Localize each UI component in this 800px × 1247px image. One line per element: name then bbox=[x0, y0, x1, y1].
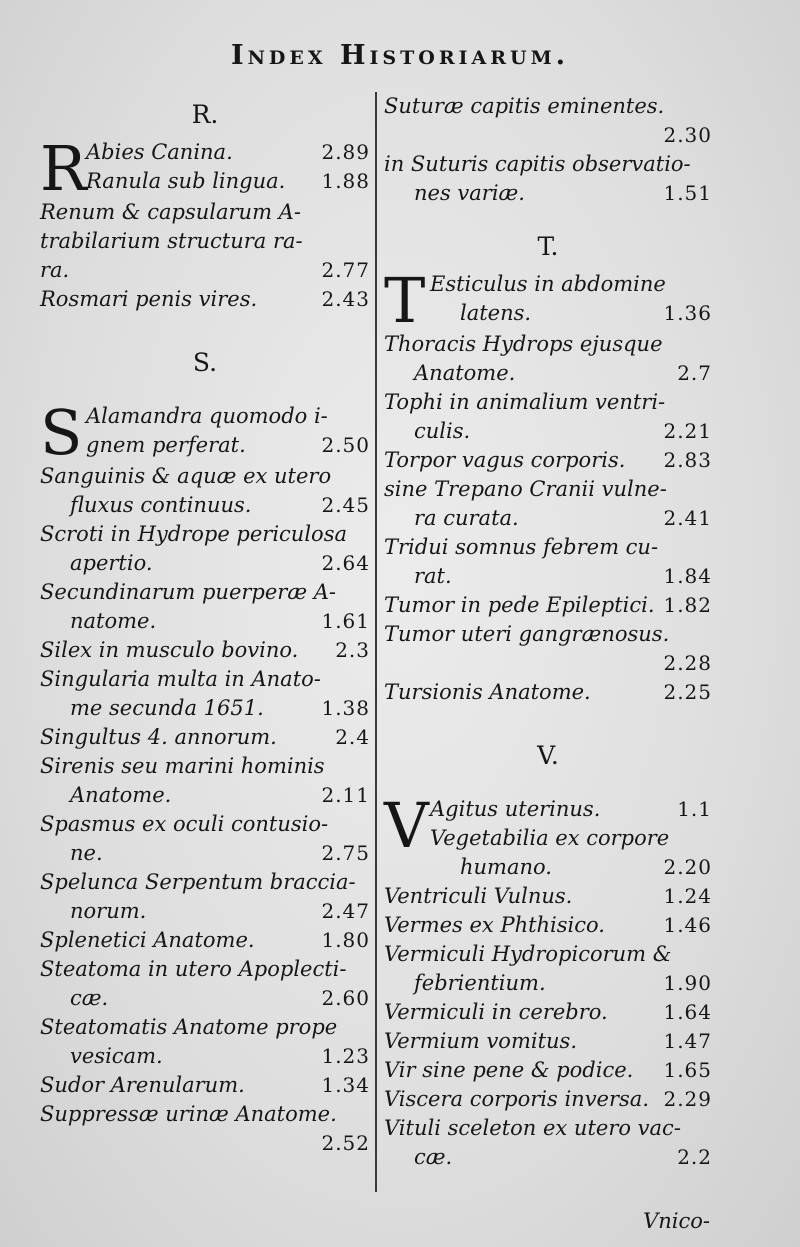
entry-text: Viscera corporis inversa. bbox=[384, 1087, 649, 1111]
entry-ref: 2.77 bbox=[321, 258, 370, 282]
entry-ref: 1.82 bbox=[663, 593, 712, 617]
entry-text: sine Trepano Cranii vulne- bbox=[384, 477, 667, 501]
entry-text: ra. bbox=[40, 258, 70, 282]
entry-ref: 2.11 bbox=[321, 783, 370, 807]
entry bbox=[40, 520, 370, 578]
entry-text: cæ. bbox=[414, 1145, 453, 1169]
entry bbox=[40, 636, 370, 665]
entry-text: Vegetabilia ex corpore bbox=[430, 826, 670, 850]
entry-ref: 1.51 bbox=[663, 181, 712, 205]
entry-ref: 1.80 bbox=[321, 928, 370, 952]
entry bbox=[40, 868, 370, 926]
entry-text: Thoracis Hydrops ejusque bbox=[384, 332, 663, 356]
entry bbox=[384, 1027, 712, 1056]
entry-text: rat. bbox=[414, 564, 452, 588]
entry bbox=[40, 752, 370, 810]
entry-text: Anatome. bbox=[414, 361, 516, 385]
entry-ref: 2.45 bbox=[321, 493, 370, 517]
entry-text: norum. bbox=[70, 899, 147, 923]
entry bbox=[384, 446, 712, 475]
entry-text: fluxus continuus. bbox=[70, 493, 252, 517]
entry-ref: 2.75 bbox=[321, 841, 370, 865]
entry bbox=[40, 955, 370, 1013]
entry bbox=[384, 1114, 712, 1172]
entry-ref: 2.47 bbox=[321, 899, 370, 923]
entry-text: Agitus uterinus. bbox=[430, 797, 601, 821]
entry-text: Sirenis seu marini hominis bbox=[40, 754, 325, 778]
entry-text: Sanguinis & aquæ ex utero bbox=[40, 464, 332, 488]
entry-text: Secundinarum puerperæ A- bbox=[40, 580, 336, 604]
entry-ref: 1.36 bbox=[663, 301, 712, 325]
left-column bbox=[40, 92, 370, 1158]
entry-text: Tumor uteri gangrænosus. bbox=[384, 622, 670, 646]
section-letter-v: V. bbox=[537, 741, 559, 770]
entry-text: Tophi in animalium ventri- bbox=[384, 390, 666, 414]
entry-ref: 1.38 bbox=[321, 696, 370, 720]
entry-text: Abies Canina. bbox=[86, 140, 233, 164]
entry bbox=[40, 285, 370, 314]
entry-text: Vituli sceleton ex utero vac- bbox=[384, 1116, 681, 1140]
entry-text: Steatoma in utero Apoplecti- bbox=[40, 957, 347, 981]
entry-ref: 2.64 bbox=[321, 551, 370, 575]
entry-text: Vir sine pene & podice. bbox=[384, 1058, 634, 1082]
entry-text: Tridui somnus febrem cu- bbox=[384, 535, 659, 559]
entry-ref: 2.89 bbox=[321, 140, 370, 164]
entry-text: trabilarium structura ra- bbox=[40, 229, 303, 253]
entry-text: latens. bbox=[460, 301, 532, 325]
entry-text: vesicam. bbox=[70, 1044, 163, 1068]
entry-s-first bbox=[40, 396, 370, 469]
entry-ref: 2.29 bbox=[663, 1087, 712, 1111]
page-header: Index Historiarum. bbox=[230, 40, 570, 71]
entry bbox=[384, 911, 712, 940]
entry bbox=[384, 678, 712, 707]
entry-ref: 1.34 bbox=[321, 1073, 370, 1097]
entry-text: cæ. bbox=[70, 986, 109, 1010]
drop-cap-r: R bbox=[40, 132, 87, 205]
entry-text: Anatome. bbox=[70, 783, 172, 807]
entry-text: Alamandra quomodo i- bbox=[86, 404, 328, 428]
entry bbox=[384, 591, 712, 620]
entry-ref: 1.64 bbox=[663, 1000, 712, 1024]
entry-text: Vermes ex Phthisico. bbox=[384, 913, 605, 937]
section-letter-r: R. bbox=[191, 100, 219, 129]
drop-cap-v: V bbox=[384, 789, 429, 862]
entry-text: nes variæ. bbox=[414, 181, 525, 205]
entry-ref: 2.20 bbox=[663, 855, 712, 879]
entry-text: Silex in musculo bovino. bbox=[40, 638, 299, 662]
entry-text: Rosmari penis vires. bbox=[40, 287, 258, 311]
entry-r-first bbox=[40, 132, 370, 205]
entry-ref: 2.83 bbox=[663, 448, 712, 472]
entry-ref: 1.61 bbox=[321, 609, 370, 633]
entry bbox=[384, 92, 712, 150]
drop-cap-s: S bbox=[40, 396, 83, 469]
entry-text: humano. bbox=[460, 855, 552, 879]
entry-text: Spasmus ex oculi contusio- bbox=[40, 812, 329, 836]
entry bbox=[384, 388, 712, 446]
entry-text: me secunda 1651. bbox=[70, 696, 264, 720]
entry-ref: 1.46 bbox=[663, 913, 712, 937]
entry bbox=[384, 998, 712, 1027]
entry-text: in Suturis capitis observatio- bbox=[384, 152, 691, 176]
entry bbox=[384, 940, 712, 998]
entry-ref: 2.3 bbox=[335, 638, 370, 662]
entry-text: Spelunca Serpentum braccia- bbox=[40, 870, 356, 894]
column-rule bbox=[375, 92, 377, 1192]
entry-text: Ranula sub lingua. bbox=[86, 169, 286, 193]
entry-text: Splenetici Anatome. bbox=[40, 928, 255, 952]
entry-ref: 2.28 bbox=[663, 651, 712, 675]
entry-ref: 1.47 bbox=[663, 1029, 712, 1053]
right-column bbox=[384, 92, 712, 1172]
entry-ref: 2.41 bbox=[663, 506, 712, 530]
entry bbox=[40, 1013, 370, 1071]
entry bbox=[384, 150, 712, 208]
entry-text: Esticulus in abdomine bbox=[430, 272, 666, 296]
entry bbox=[384, 533, 712, 591]
entry-text: Singularia multa in Anato- bbox=[40, 667, 321, 691]
entry bbox=[40, 462, 370, 520]
entry-text: Steatomatis Anatome prope bbox=[40, 1015, 338, 1039]
entry-text: Tursionis Anatome. bbox=[384, 680, 591, 704]
entry bbox=[40, 1071, 370, 1100]
entry-ref: 2.43 bbox=[321, 287, 370, 311]
entry bbox=[40, 1100, 370, 1158]
entry-ref: 2.25 bbox=[663, 680, 712, 704]
entry-text: natome. bbox=[70, 609, 157, 633]
entry-ref: 1.23 bbox=[321, 1044, 370, 1068]
entry-text: ra curata. bbox=[414, 506, 519, 530]
entry-text: Scroti in Hydrope periculosa bbox=[40, 522, 347, 546]
entry-text: Vermiculi in cerebro. bbox=[384, 1000, 608, 1024]
section-letter-t: T. bbox=[537, 232, 559, 261]
entry bbox=[40, 810, 370, 868]
entry-ref: 2.2 bbox=[677, 1145, 712, 1169]
entry-v-first bbox=[384, 789, 712, 882]
entry-text: Ventriculi Vulnus. bbox=[384, 884, 573, 908]
entry-ref: 1.90 bbox=[663, 971, 712, 995]
entry-ref: 1.65 bbox=[663, 1058, 712, 1082]
catchword: Vnico- bbox=[643, 1209, 710, 1233]
entry-text: Tumor in pede Epileptici. bbox=[384, 593, 655, 617]
entry-ref: 1.84 bbox=[663, 564, 712, 588]
entry-ref: 2.4 bbox=[335, 725, 370, 749]
entry-text: gnem perferat. bbox=[86, 433, 246, 457]
entry bbox=[384, 475, 712, 533]
entry bbox=[384, 1085, 712, 1114]
entry-text: apertio. bbox=[70, 551, 153, 575]
entry-ref: 2.7 bbox=[677, 361, 712, 385]
entry-text: Torpor vagus corporis. bbox=[384, 448, 626, 472]
entry-text: Vermium vomitus. bbox=[384, 1029, 577, 1053]
entry bbox=[40, 926, 370, 955]
entry-ref: 1.24 bbox=[663, 884, 712, 908]
entry-ref: 2.50 bbox=[321, 433, 370, 457]
entry-text: Singultus 4. annorum. bbox=[40, 725, 277, 749]
entry bbox=[40, 578, 370, 636]
entry-ref: 2.52 bbox=[321, 1131, 370, 1155]
entry-ref: 2.60 bbox=[321, 986, 370, 1010]
entry bbox=[384, 882, 712, 911]
entry-ref: 1.88 bbox=[321, 169, 370, 193]
entry-ref: 2.30 bbox=[663, 123, 712, 147]
entry-text: Sudor Arenularum. bbox=[40, 1073, 245, 1097]
entry-text: culis. bbox=[414, 419, 471, 443]
entry-text: Suturæ capitis eminentes. bbox=[384, 94, 665, 118]
entry bbox=[40, 198, 370, 285]
entry-ref: 1.1 bbox=[677, 797, 712, 821]
entry-text: febrientium. bbox=[414, 971, 546, 995]
entry-text: Renum & capsularum A- bbox=[40, 200, 301, 224]
section-letter-s: S. bbox=[192, 348, 218, 377]
entry-ref: 2.21 bbox=[663, 419, 712, 443]
entry-t-first bbox=[384, 264, 712, 337]
entry bbox=[40, 723, 370, 752]
entry-text: Suppressæ urinæ Anatome. bbox=[40, 1102, 337, 1126]
drop-cap-t: T bbox=[384, 264, 426, 337]
entry-text: Vermiculi Hydropicorum & bbox=[384, 942, 672, 966]
entry bbox=[384, 620, 712, 678]
entry bbox=[40, 665, 370, 723]
entry bbox=[384, 330, 712, 388]
entry-text: ne. bbox=[70, 841, 103, 865]
entry bbox=[384, 1056, 712, 1085]
